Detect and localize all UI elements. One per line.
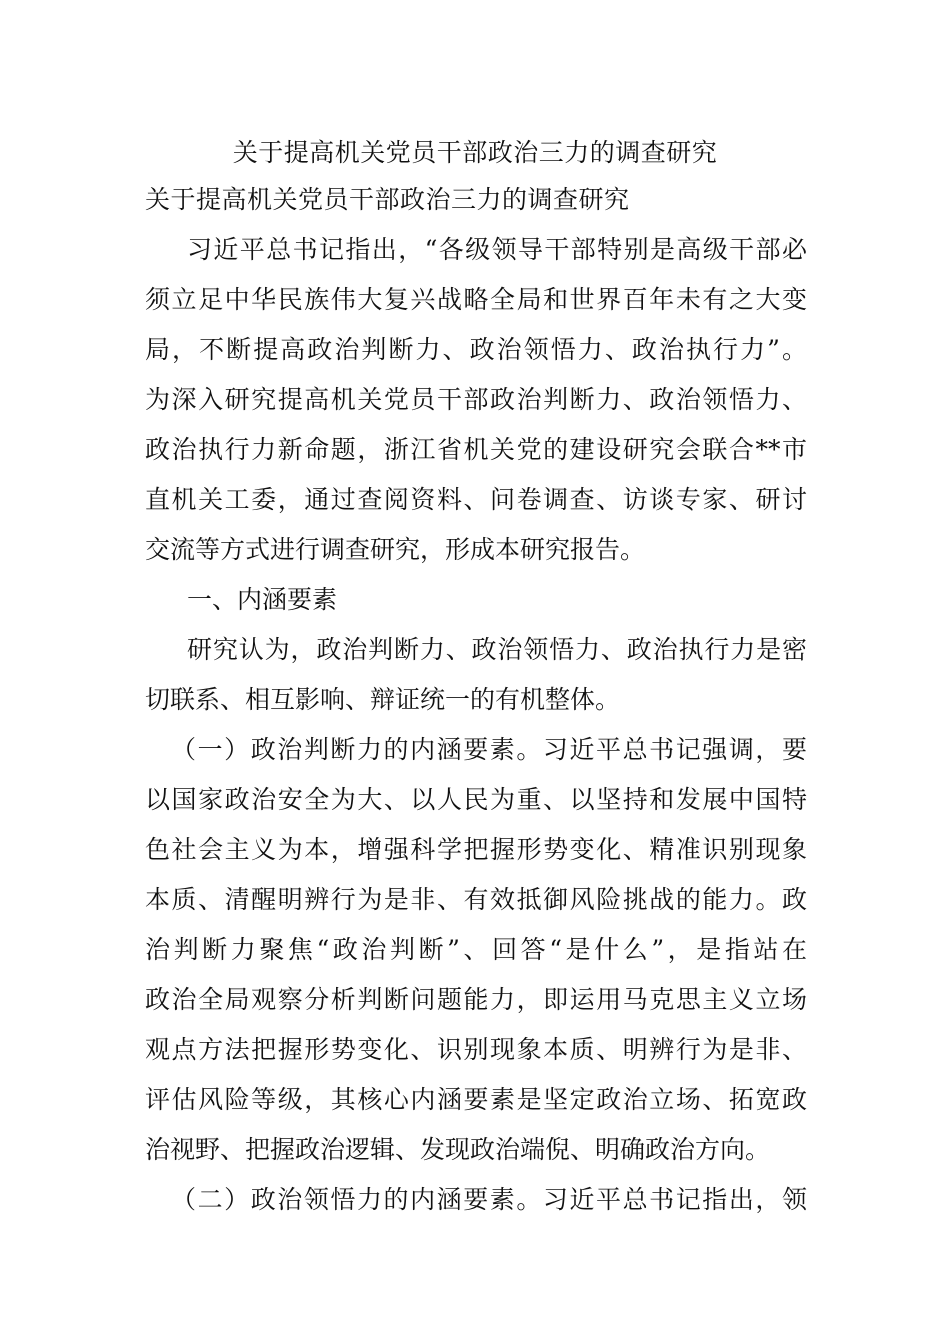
paragraph-line: 政治全局观察分析判断问题能力，即运用马克思主义立场 xyxy=(145,985,807,1014)
paragraph-line: 政治执行力新命题，浙江省机关党的建设研究会联合**市 xyxy=(145,435,807,464)
paragraph-line: 局，不断提高政治判断力、政治领悟力、政治执行力”。 xyxy=(145,335,807,364)
paragraph-line: （二）政治领悟力的内涵要素。习近平总书记指出，领 xyxy=(171,1185,807,1214)
paragraph-line: （一）政治判断力的内涵要素。习近平总书记强调，要 xyxy=(171,735,807,764)
paragraph-line: 色社会主义为本，增强科学把握形势变化、精准识别现象 xyxy=(145,835,807,864)
paragraph-line: 本质、清醒明辨行为是非、有效抵御风险挑战的能力。政 xyxy=(145,885,807,914)
paragraph-line: 评估风险等级，其核心内涵要素是坚定政治立场、拓宽政 xyxy=(145,1085,807,1114)
paragraph-line: 研究认为，政治判断力、政治领悟力、政治执行力是密 xyxy=(187,635,807,664)
paragraph-line: 治判断力聚焦“政治判断”、回答“是什么”，是指站在 xyxy=(145,935,807,964)
paragraph-line: 为深入研究提高机关党员干部政治判断力、政治领悟力、 xyxy=(145,385,807,414)
document-subtitle: 关于提高机关党员干部政治三力的调查研究 xyxy=(145,185,630,214)
paragraph-line: 交流等方式进行调查研究，形成本研究报告。 xyxy=(145,535,646,564)
paragraph-line: 以国家政治安全为大、以人民为重、以坚持和发展中国特 xyxy=(145,785,807,814)
paragraph-line: 须立足中华民族伟大复兴战略全局和世界百年未有之大变 xyxy=(145,285,807,314)
paragraph-line: 习近平总书记指出，“各级领导干部特别是高级干部必 xyxy=(187,235,807,264)
document-title: 关于提高机关党员干部政治三力的调查研究 xyxy=(232,138,718,167)
section-heading: 一、内涵要素 xyxy=(187,585,338,614)
paragraph-line: 直机关工委，通过查阅资料、问卷调查、访谈专家、研讨 xyxy=(145,485,807,514)
paragraph-line: 治视野、把握政治逻辑、发现政治端倪、明确政治方向。 xyxy=(145,1135,771,1164)
paragraph-line: 观点方法把握形势变化、识别现象本质、明辨行为是非、 xyxy=(145,1035,807,1064)
paragraph-line: 切联系、相互影响、辩证统一的有机整体。 xyxy=(145,685,621,714)
